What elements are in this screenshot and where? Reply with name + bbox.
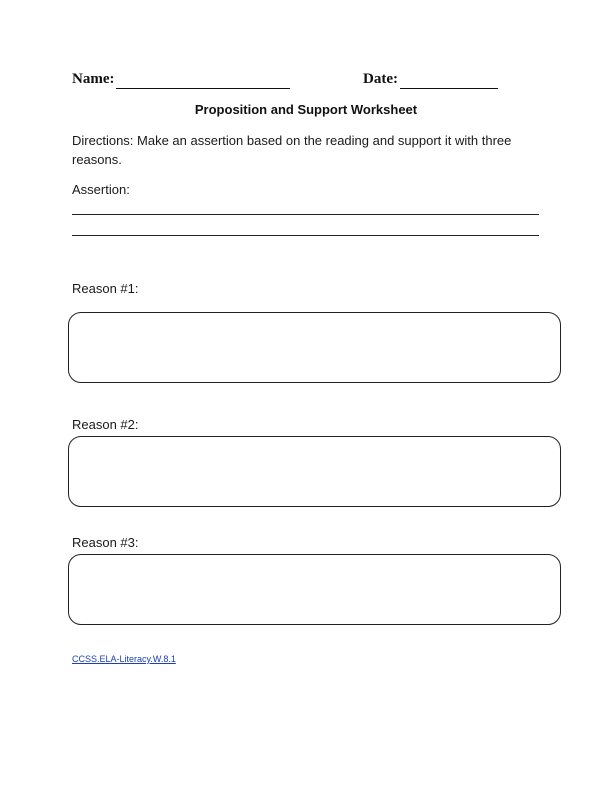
worksheet-title: Proposition and Support Worksheet: [194, 102, 418, 117]
assertion-line-1[interactable]: [72, 214, 539, 215]
ccss-standard-link[interactable]: CCSS.ELA-Literacy.W.8.1: [72, 654, 176, 664]
assertion-label: Assertion:: [72, 182, 130, 197]
reason-1-label: Reason #1:: [72, 281, 139, 296]
directions-text: Directions: Make an assertion based on the reading and support it with three reasons.: [72, 133, 512, 167]
reason-1-box[interactable]: [68, 312, 561, 383]
date-field-line[interactable]: [400, 88, 498, 89]
date-label: Date:: [363, 71, 398, 87]
reason-2-box[interactable]: [68, 436, 561, 507]
name-label: Name:: [72, 71, 115, 87]
reason-3-box[interactable]: [68, 554, 561, 625]
reason-2-label: Reason #2:: [72, 417, 139, 432]
assertion-line-2[interactable]: [72, 235, 539, 236]
reason-3-label: Reason #3:: [72, 535, 139, 550]
name-field-line[interactable]: [116, 88, 290, 89]
